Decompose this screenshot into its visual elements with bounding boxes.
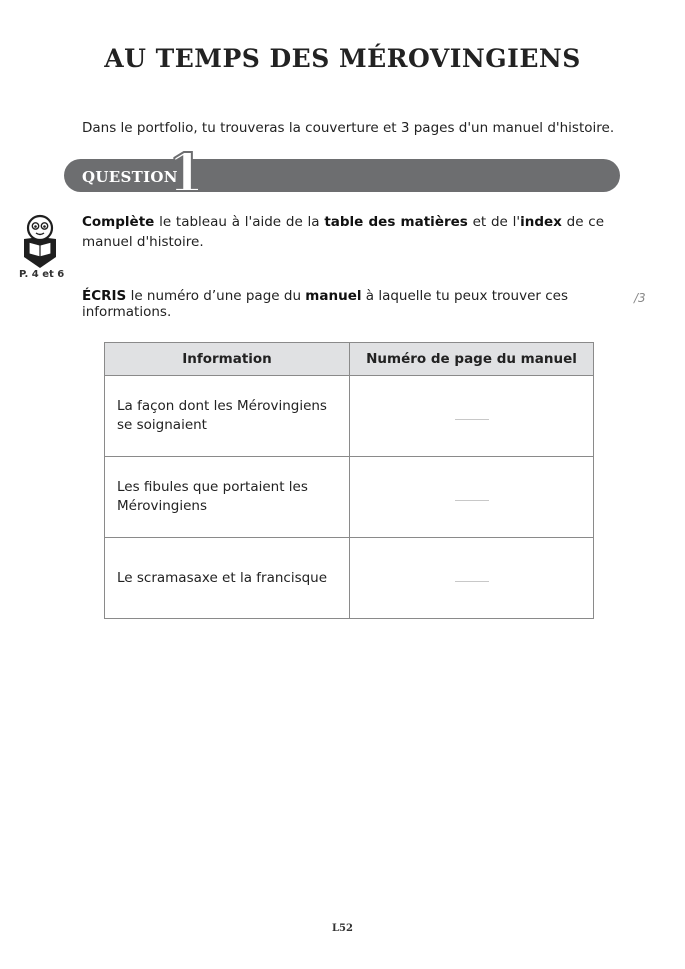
intro-text: Dans le portfolio, tu trouveras la couverture et 3 pages d'un manuel d'histoire. [82,120,615,136]
keyword-table-des-matieres: table des matières [324,214,468,230]
reading-child-icon [20,213,60,269]
instruction-verb: Complète [82,214,155,230]
question-label: QUESTION [82,168,178,186]
instruction-verb: ÉCRIS [82,288,127,304]
table-row [105,457,594,538]
page-answer-field[interactable] [350,457,594,538]
column-header-page: Numéro de page du manuel [350,343,594,376]
score-label: /3 [634,291,646,305]
answer-line [455,499,489,501]
page-reference: P. 4 et 6 [19,269,65,280]
row-information: Les fibules que portaient les Mérovingiens [105,457,350,538]
page-answer-field[interactable] [350,376,594,457]
instruction-ecris: ÉCRIS le numéro d’une page du manuel à laquelle tu peux trouver ces informations. [82,288,569,320]
row-information: La façon dont les Mérovingiens se soignaient [105,376,350,457]
keyword-index: index [520,214,562,230]
page-number: L52 [332,923,353,934]
row-information: Le scramasaxe et la francisque [105,538,350,619]
answer-line [455,418,489,420]
keyword-manuel: manuel [305,288,362,304]
column-header-information: Information [105,343,350,376]
instruction-complete: Complète le tableau à l'aide de la table des matières et de l'index de ce manuel d'histoire. [82,214,605,250]
page-title: AU TEMPS DES MÉROVINGIENS [104,44,581,73]
table-header-row [105,343,594,376]
page-answer-field[interactable] [350,538,594,619]
table-row [105,538,594,619]
answer-line [455,580,489,582]
table-row [105,376,594,457]
question-number: 1 [168,143,205,204]
answer-table [104,342,594,619]
